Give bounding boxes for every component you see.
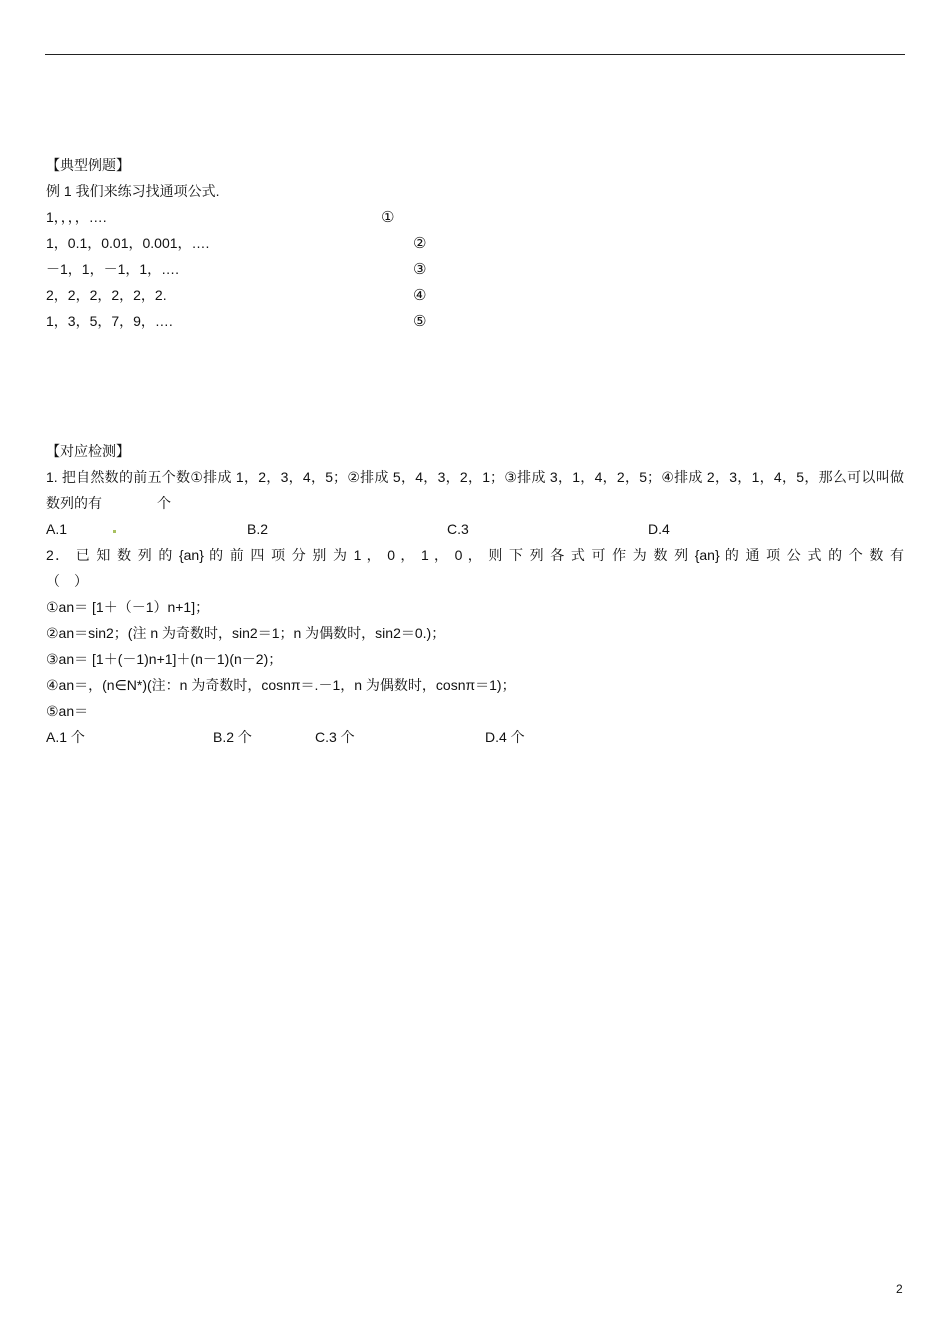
section-heading-exercises: 【对应检测】	[46, 443, 130, 459]
q2-option-d: D.4 个	[485, 729, 525, 745]
sequence-number: ①	[381, 208, 395, 226]
question-2-text: 2． 已 知 数 列 的 {an} 的 前 四 项 分 别 为 1 ， 0 ， 1 ， 0 ， 则 下 列 各 式 可 作 为 数 列 {an} 的 通 项 公 式 的 个 数 有	[46, 547, 904, 563]
section-heading-examples: 【典型例题】	[46, 157, 130, 173]
page-number: 2	[896, 1282, 903, 1296]
sequence-line: 1，3，5，7，9，….	[46, 313, 173, 329]
header-rule	[45, 54, 905, 55]
question-2-bracket: （ ）	[46, 573, 88, 589]
sequence-line: 1，，，，….	[46, 209, 107, 225]
formula-4: ④an＝，(n∈N*)(注：n 为奇数时，cosnπ＝.－1，n 为偶数时，cosnπ＝1)；	[46, 677, 516, 693]
formula-5: ⑤an＝	[46, 703, 89, 719]
example-intro: 例 1 我们来练习找通项公式.	[46, 183, 220, 199]
q1-option-a: A.1	[46, 521, 68, 537]
sequence-line: －1，1，－1，1，….	[46, 261, 180, 277]
sequence-number: ②	[413, 234, 427, 252]
stray-dot	[113, 530, 116, 533]
question-1-blank-unit: 个	[157, 495, 171, 511]
q2-option-b: B.2 个	[213, 729, 252, 745]
sequence-number: ③	[413, 260, 427, 278]
q1-option-d: D.4	[648, 521, 670, 537]
formula-2: ②an＝sin2；(注 n 为奇数时，sin2＝1；n 为偶数时，sin2＝0.)；	[46, 625, 446, 641]
sequence-line: 2，2，2，2，2，2.	[46, 287, 167, 303]
question-1-text: 1. 把自然数的前五个数①排成 1，2，3，4，5；②排成 5，4，3，2，1；③排成 3，1，4，2，5；④排成 2，3，1，4，5，那么可以叫做	[46, 469, 904, 485]
formula-3: ③an＝ [1＋(－1)n+1]＋(n－1)(n－2)；	[46, 651, 283, 667]
question-1-text-cont: 数列的有	[46, 495, 102, 511]
sequence-number: ④	[413, 286, 427, 304]
sequence-number: ⑤	[413, 312, 427, 330]
formula-1: ①an＝ [1＋（－1）n+1]；	[46, 599, 210, 615]
sequence-line: 1，0.1，0.01，0.001，….	[46, 235, 210, 251]
q1-option-b: B.2	[247, 521, 269, 537]
q2-option-a: A.1 个	[46, 729, 85, 745]
q1-option-c: C.3	[447, 521, 469, 537]
q2-option-c: C.3 个	[315, 729, 355, 745]
